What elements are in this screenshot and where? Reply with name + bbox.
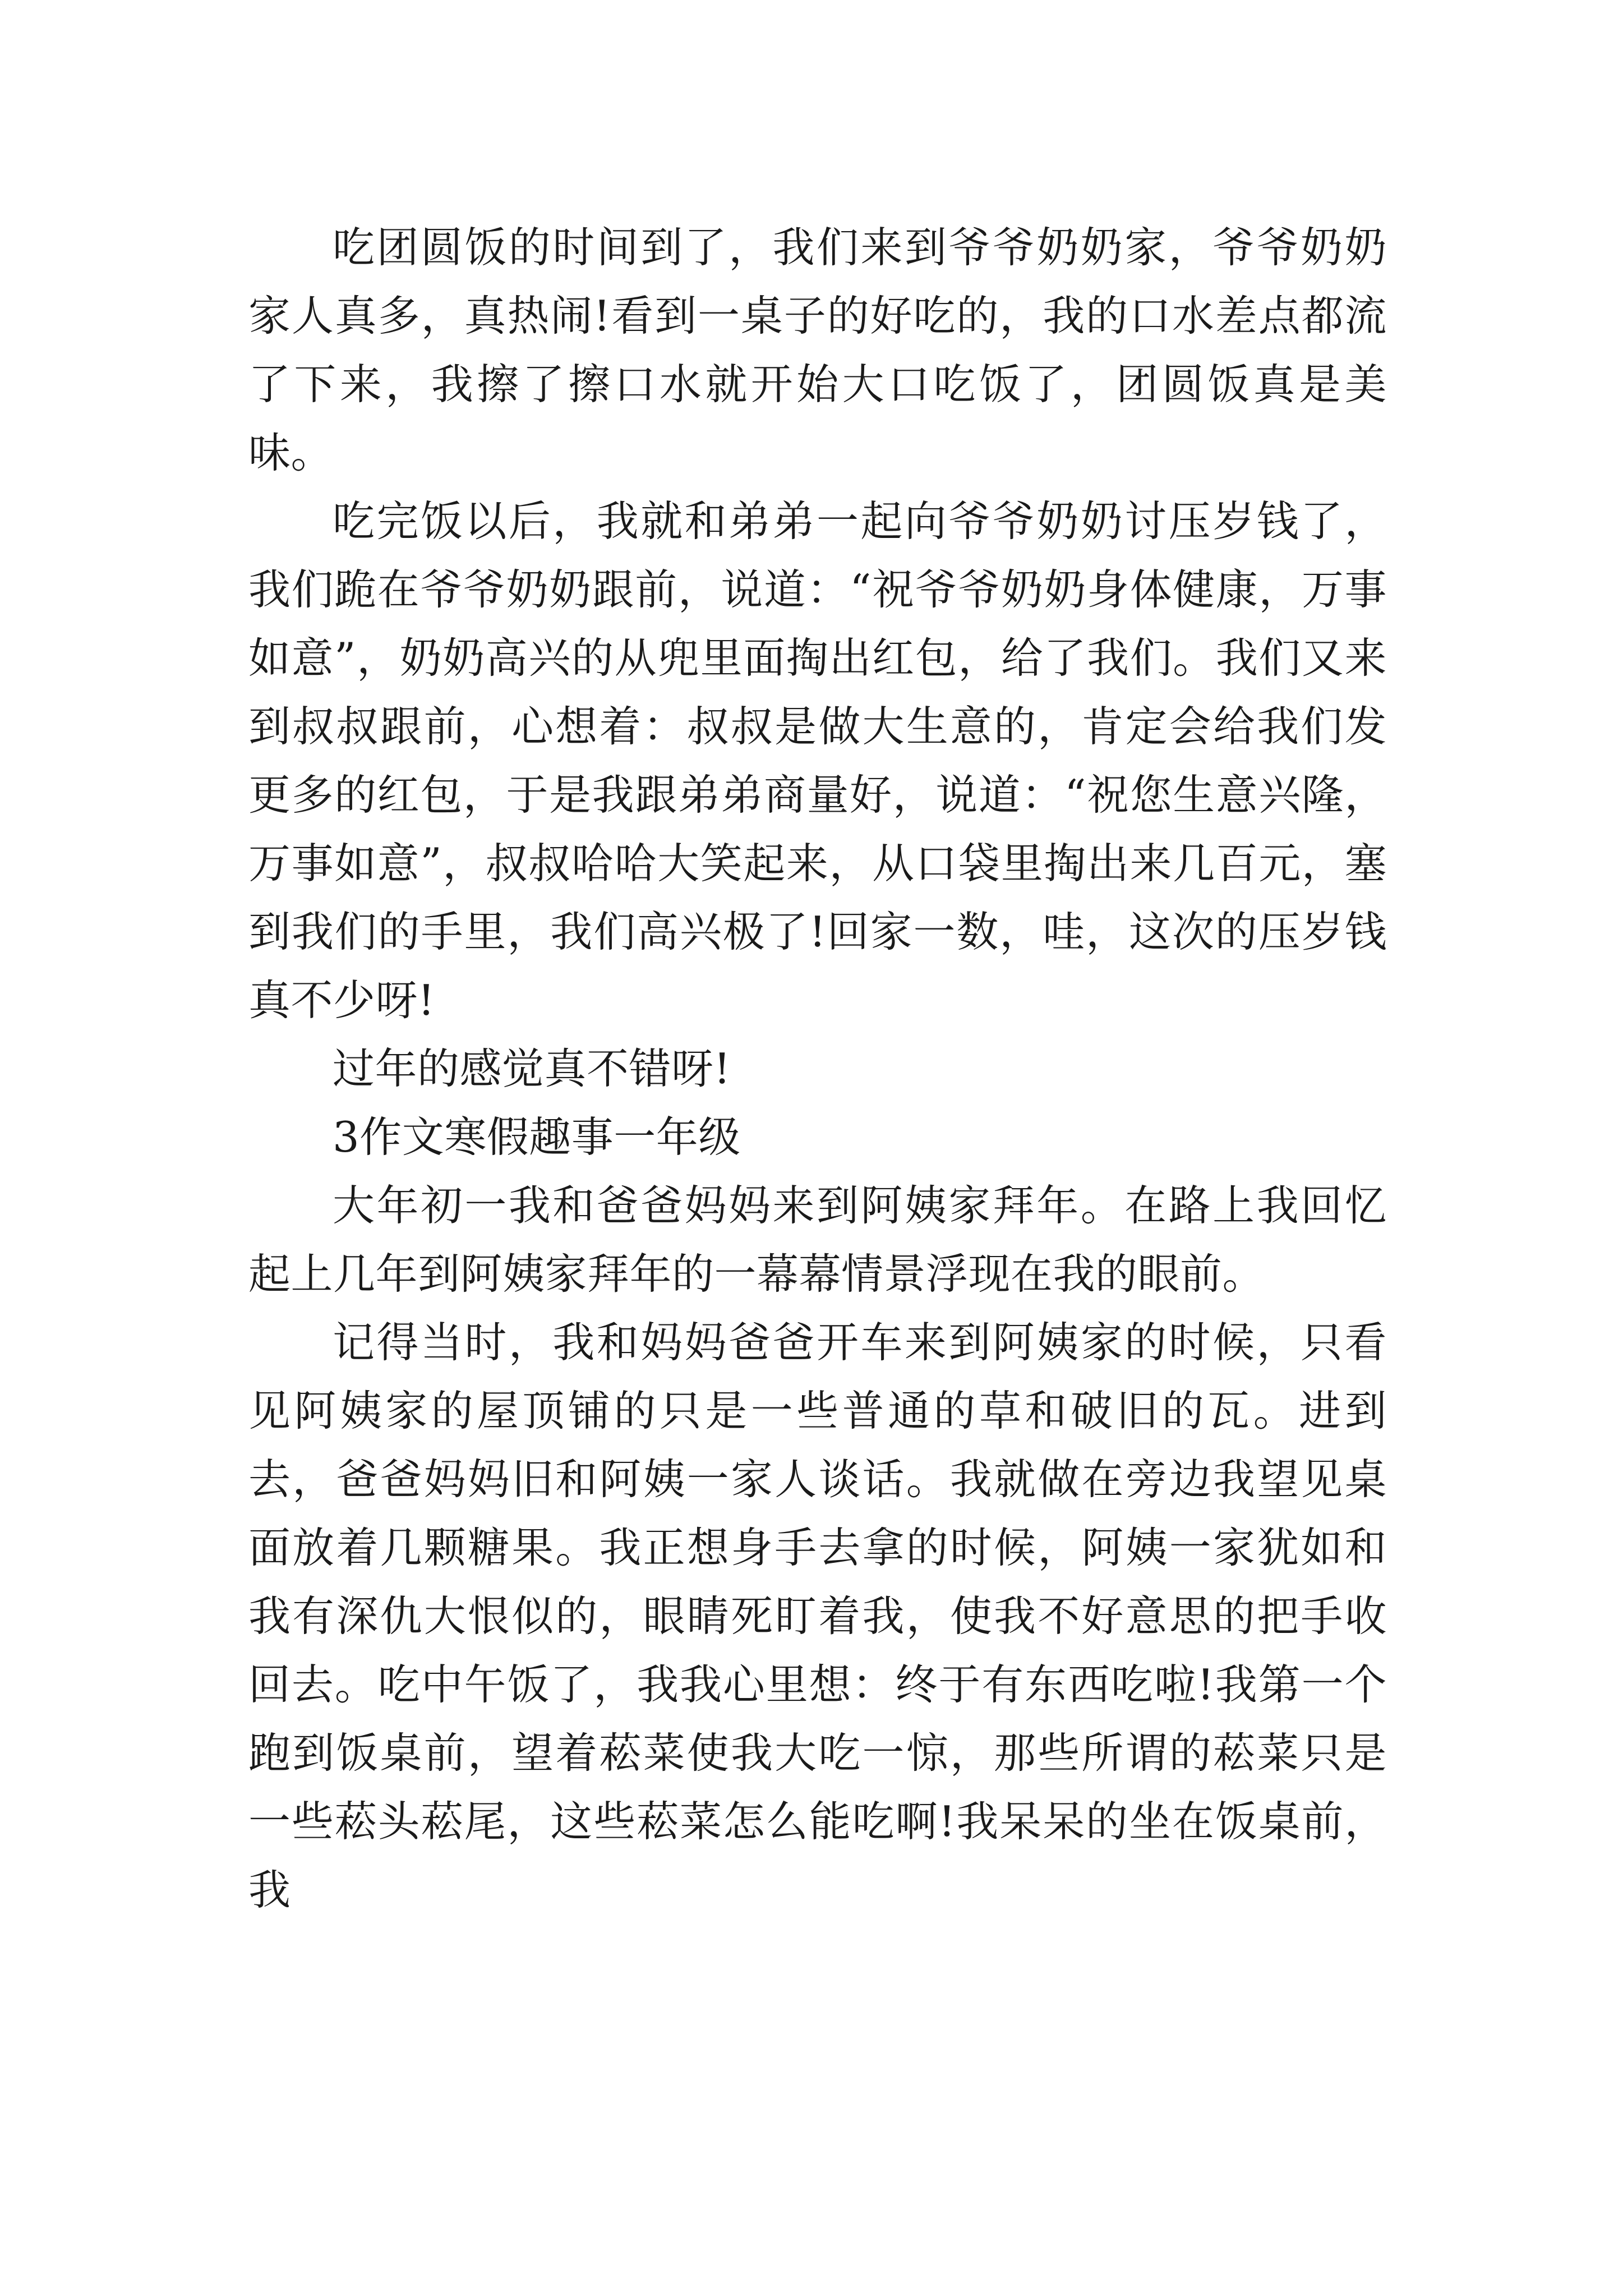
- paragraph-reunion-dinner: 吃团圆饭的时间到了，我们来到爷爷奶奶家，爷爷奶奶家人真多，真热闹!看到一桌子的好吃的，我的口水差点都流了下来，我擦了擦口水就开始大口吃饭了，团圆饭真是美味。: [248, 223, 1387, 477]
- paragraph-lucky-money: 吃完饭以后，我就和弟弟一起向爷爷奶奶讨压岁钱了，我们跪在爷爷奶奶跟前，说道：“祝爷爷奶奶身体健康，万事如意”，奶奶高兴的从兜里面掏出红包，给了我们。我们又来到叔叔跟前，心想着：叔叔是做大生意的，肯定会给我们发更多的红包，于是我跟弟弟商量好，说道：“祝您生意兴隆，万事如意”，叔叔哈哈大笑起来，从口袋里掏出来几百元，塞到我们的手里，我们高兴极了!回家一数，哇，这次的压岁钱真不少呀!: [248, 496, 1387, 1025]
- paragraph-new-year-feeling: 过年的感觉真不错呀!: [333, 1044, 731, 1093]
- paragraph-memory: 记得当时，我和妈妈爸爸开车来到阿姨家的时候，只看见阿姨家的屋顶铺的只是一些普通的草和破旧的瓦。进到去，爸爸妈妈旧和阿姨一家人谈话。我就做在旁边我望见桌面放着几颗糖果。我正想身手去拿的时候，阿姨一家犹如和我有深仇大恨似的，眼睛死盯着我，使我不好意思的把手收回去。吃中午饭了，我我心里想：终于有东西吃啦!我第一个跑到饭桌前，望着菘菜使我大吃一惊，那些所谓的菘菜只是一些菘头菘尾，这些菘菜怎么能吃啊!我呆呆的坐在饭桌前，我: [248, 1318, 1387, 1915]
- paragraph-visit-aunt: 大年初一我和爸爸妈妈来到阿姨家拜年。在路上我回忆起上几年到阿姨家拜年的一幕幕情景浮现在我的眼前。: [248, 1181, 1387, 1299]
- section-heading: 3作文寒假趣事一年级: [333, 1112, 741, 1162]
- article-body: [248, 213, 1387, 1924]
